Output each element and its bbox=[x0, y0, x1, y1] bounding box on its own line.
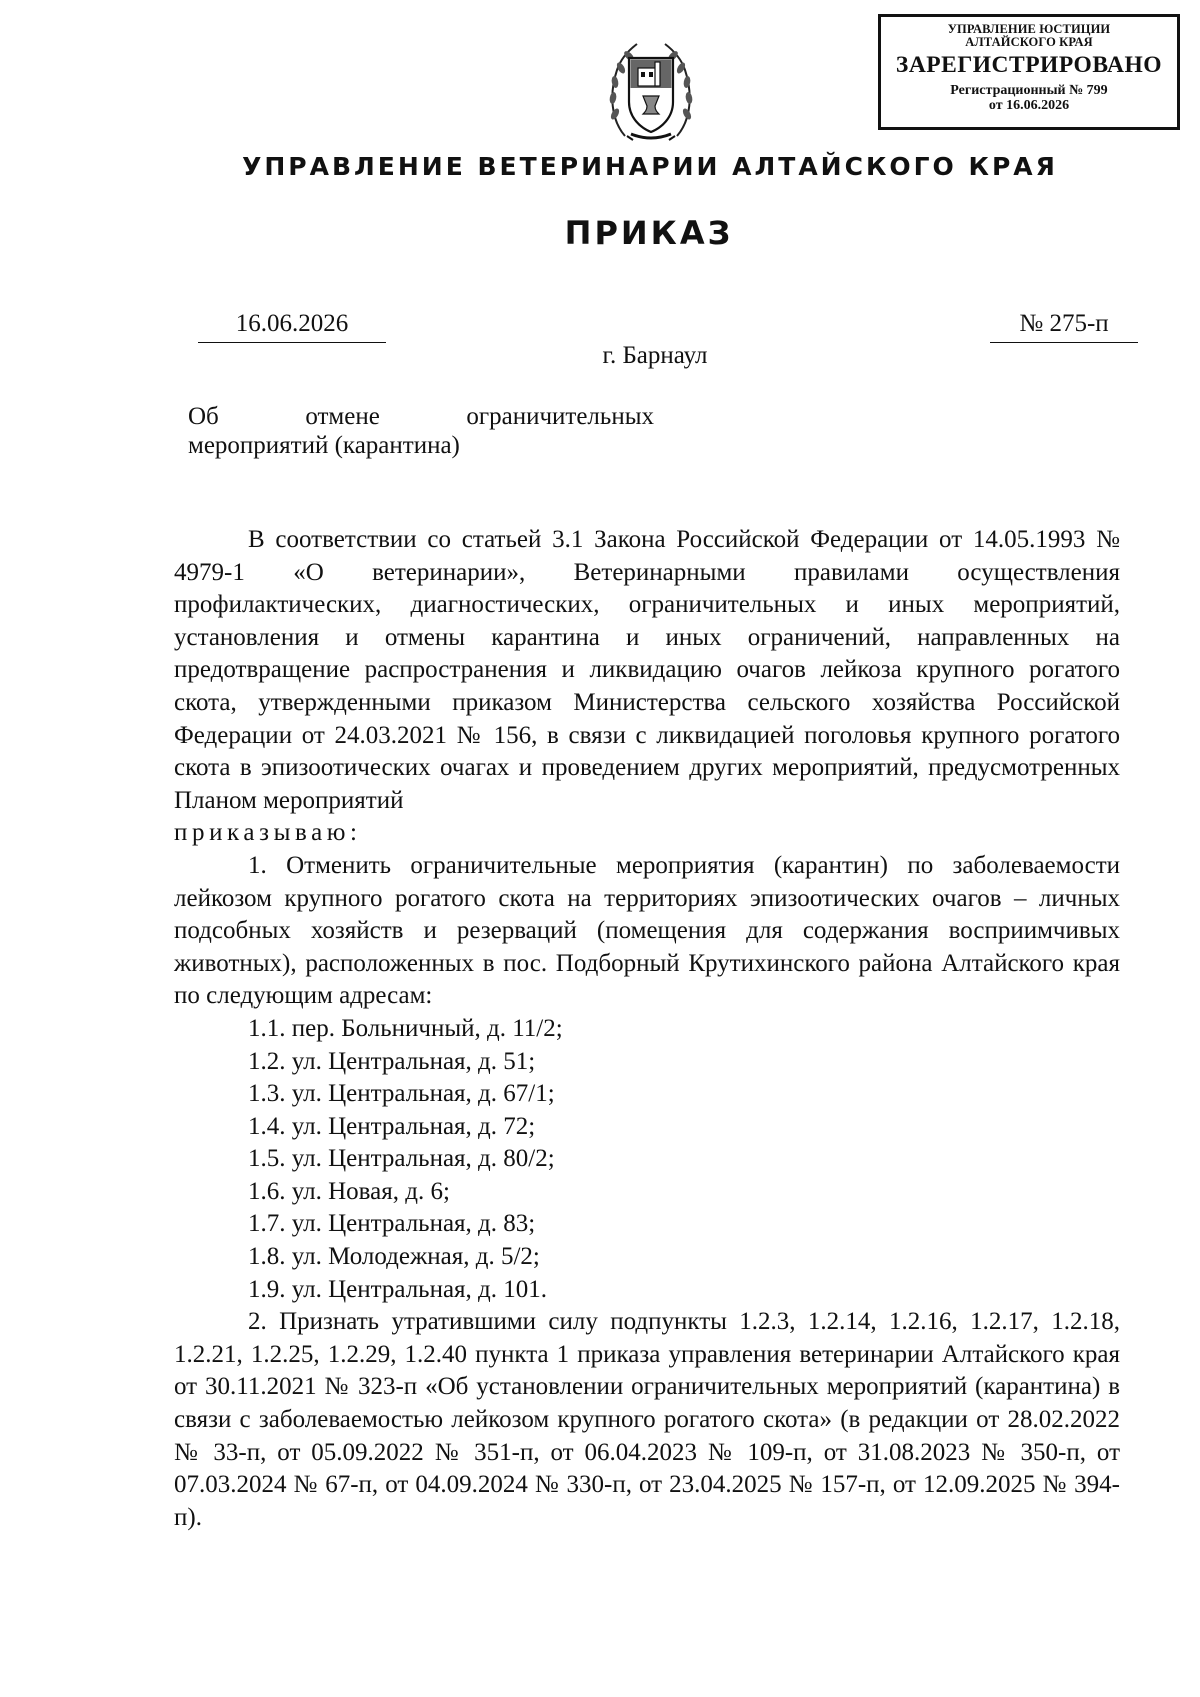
address-item: 1.7. ул. Центральная, д. 83; bbox=[248, 1210, 536, 1238]
document-date bbox=[198, 306, 386, 343]
address-item: 1.1. пер. Больничный, д. 11/2; bbox=[248, 1014, 563, 1042]
item-2-paragraph: 2. Признать утратившими силу подпункты 1.2.3, 1.2.14, 1.2.16, 1.2.17, 1.2.18, 1.2.21, 1.2.25, 1.2.29, 1.2.40 пункта 1 приказа управления ветеринарии Алтайского края от 30.11.2021 № 323-п «Об установлении ограничительных мероприятий (карантина) в связи с заболеваемостью лейкозом крупного рогатого скота» (в редакции от 28.02.2022 № 33-п, от 05.09.2022 № 351-п, от 06.04.2023 № 109-п, от 31.08.2023 № 350-п, от 07.03.2024 № 67-п, от 04.09.2024 № 330-п, от 23.04.2025 № 157-п, от 12.09.2025 № 394-п). bbox=[174, 1308, 1120, 1531]
stamp-title: ЗАРЕГИСТРИРОВАНО bbox=[895, 52, 1163, 78]
address-item: 1.9. ул. Центральная, д. 101. bbox=[248, 1275, 548, 1303]
address-item: 1.8. ул. Молодежная, д. 5/2; bbox=[248, 1243, 540, 1271]
registration-stamp bbox=[878, 14, 1180, 130]
address-item: 1.6. ул. Новая, д. 6; bbox=[248, 1177, 450, 1205]
altai-krai-coat-of-arms-icon bbox=[605, 36, 697, 148]
stamp-org-line1: УПРАВЛЕНИЕ ЮСТИЦИИ bbox=[947, 22, 1111, 36]
order-word: приказываю: bbox=[174, 819, 362, 847]
stamp-reg-number: Регистрационный № 799 bbox=[950, 82, 1108, 98]
address-item: 1.2. ул. Центральная, д. 51; bbox=[248, 1047, 536, 1075]
subject-line-2: мероприятий (карантина) bbox=[188, 432, 460, 459]
document-number-value: № 275-п bbox=[1019, 310, 1109, 337]
stamp-org-line2: АЛТАЙСКОГО КРАЯ bbox=[965, 34, 1093, 49]
stamp-reg-date: от 16.06.2026 bbox=[988, 97, 1070, 113]
subject-line-1: Об отмене ограничительных bbox=[188, 403, 654, 430]
preamble-paragraph: В соответствии со статьей 3.1 Закона Российской Федерации от 14.05.1993 № 4979-1 «О ветеринарии», Ветеринарными правилами осуществления профилактических, диагностических, ограничительных и иных мероприятий, установления и отмены карантина и иных ограничений, направленных на предотвращение распространения и ликвидацию очагов лейкоза крупного рогатого скота, утвержденными приказом Министерства сельского хозяйства Российской Федерации от 24.03.2021 № 156, в связи с ликвидацией поголовья крупного рогатого скота в эпизоотических очагах и проведением других мероприятий, предусмотренных Планом мероприятий bbox=[174, 526, 1120, 814]
agency-name: УПРАВЛЕНИЕ ВЕТЕРИНАРИИ АЛТАЙСКОГО КРАЯ bbox=[242, 152, 1058, 181]
document-subject bbox=[188, 402, 654, 460]
item-1-paragraph: 1. Отменить ограничительные мероприятия (карантин) по заболеваемости лейкозом крупного рогатого скота на территориях эпизоотических очагов – личных подсобных хозяйств и резерваций (помещения для содержания восприимчивых животных), расположенных в пос. Подборный Крутихинского района Алтайского края по следующим адресам: bbox=[174, 851, 1120, 1010]
document-number bbox=[990, 306, 1138, 343]
document-type: ПРИКАЗ bbox=[564, 214, 734, 252]
address-item: 1.4. ул. Центральная, д. 72; bbox=[248, 1112, 536, 1140]
document-body bbox=[174, 524, 1120, 1534]
address-item: 1.5. ул. Центральная, д. 80/2; bbox=[248, 1145, 555, 1173]
document-city: г. Барнаул bbox=[602, 342, 708, 369]
address-item: 1.3. ул. Центральная, д. 67/1; bbox=[248, 1080, 555, 1108]
document-date-value: 16.06.2026 bbox=[235, 310, 349, 337]
